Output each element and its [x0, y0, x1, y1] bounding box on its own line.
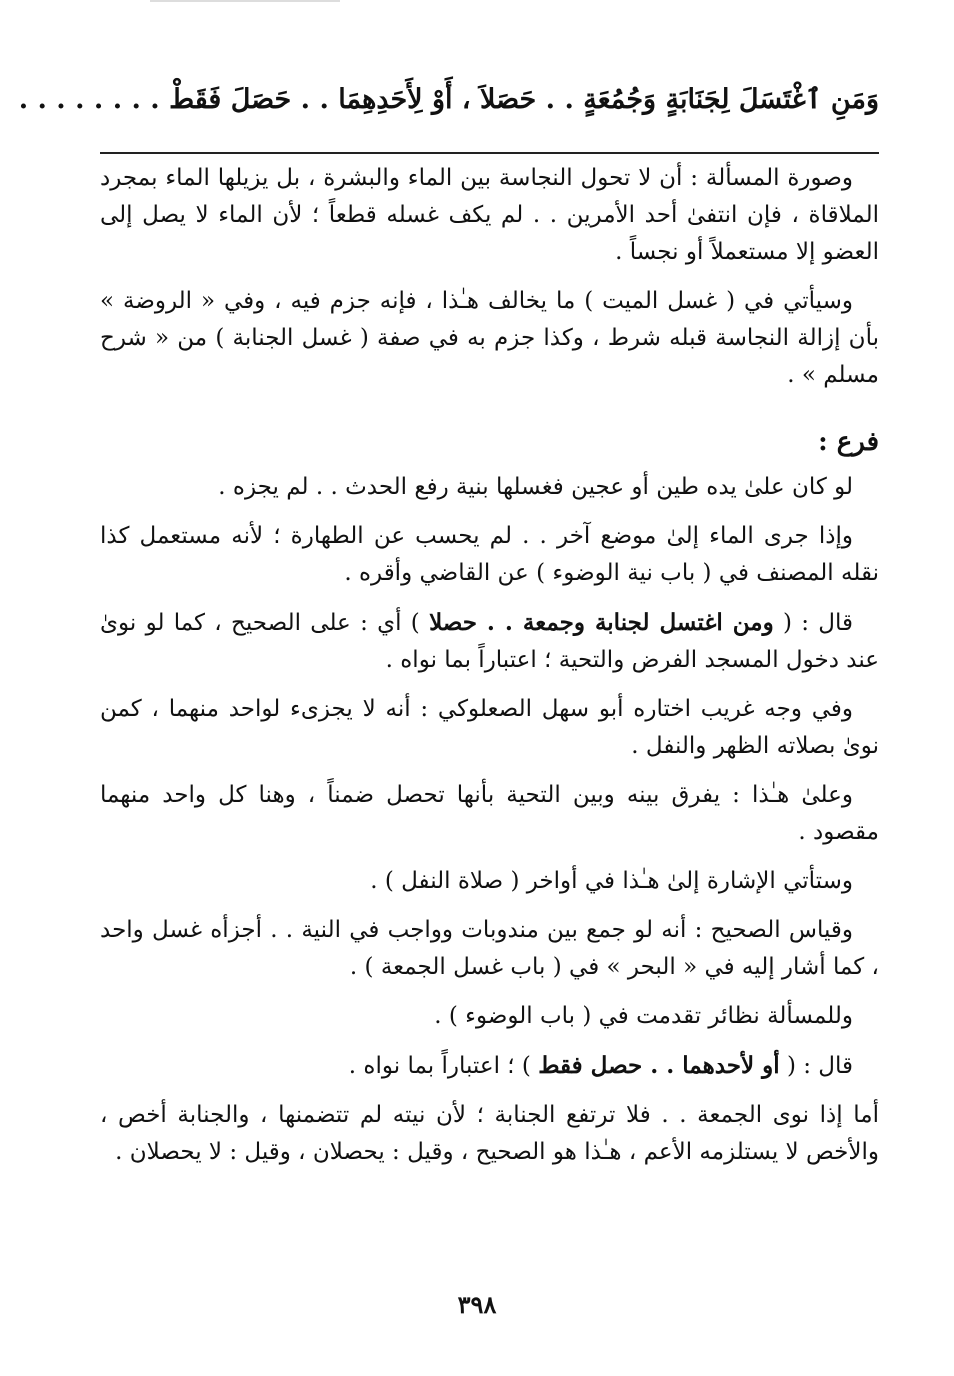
commentary-body — [100, 160, 879, 1183]
matn-line: وَمَنِ ٱغْتَسَلَ لِجَنَابَةٍ وَجُمُعَةٍ . . حَصَلاَ ، أَوْ لِأَحَدِهِمَا . . حَصَلَ فَقَطْ . . . . . . . . — [18, 84, 879, 115]
quoted-matn: أو لأحدهما . . حصل فقط — [538, 1052, 780, 1079]
qal-paragraph — [100, 1047, 879, 1085]
paragraph: لو كان علىٰ يده طين أو عجين فغسلها بنية رفع الحدث . . لم يجزه . — [218, 474, 853, 500]
paragraph: وعلىٰ هـٰذا : يفرق بينه وبين التحية بأنها تحصل ضمناً ، وهنا كل واحد منهما مقصود . — [100, 782, 879, 845]
paragraph: أما إذا نوى الجمعة . . فلا ترتفع الجنابة ؛ لأن نيته لم تتضمنها ، والجنابة أخص ، والأخص لا يستلزمه الأعم ، هـٰذا هو الصحيح ، وقيل : يحصلان ، وقيل : لا يحصلان . — [100, 1102, 879, 1165]
qal-paragraph — [100, 604, 879, 679]
paragraph: وقياس الصحيح : أنه لو جمع بين مندوبات وواجب في النية . . أجزأه غسل واحد ، كما أشار إليه في « البحر » في ( باب غسل الجمعة ) . — [100, 917, 879, 980]
qal-prefix: قال : ( — [786, 1053, 853, 1079]
paragraph: وفي وجه غريب اختاره أبو سهل الصعلوكي : أنه لا يجزىء لواحد منهما ، كمن نوىٰ بصلاته الظهر والنفل . — [100, 696, 879, 759]
qal-prefix: قال : ( — [782, 610, 853, 636]
qal-suffix: ) ؛ اعتباراً بما نواه . — [348, 1053, 531, 1079]
section-heading: فرع : — [818, 427, 879, 457]
paragraph: وإذا جرى الماء إلىٰ موضع آخر . . لم يحسب عن الطهارة ؛ لأنه مستعمل كذا نقله المصنف في ( باب نية الوضوء ) عن القاضي وأقره . — [100, 523, 879, 586]
quoted-matn: ومن اغتسل لجنابة وجمعة . . حصلا — [429, 609, 774, 636]
paragraph: وصورة المسألة : أن لا تحول النجاسة بين الماء والبشرة ، بل يزيلها الماء بمجرد الملاقاة ، فإن انتفىٰ أحد الأمرين . . لم يكف غسله قطعاً ؛ لأن الماء لا يصل إلى العضو إلا مستعملاً أو نجساً . — [100, 165, 880, 265]
scan-artifact-line — [150, 0, 340, 2]
separator-rule — [100, 152, 879, 154]
qal-suffix: ) أي : على الصحيح ، كما لو نوىٰ عند دخول المسجد الفرض والتحية ؛ اعتباراً بما نواه . — [100, 610, 879, 673]
paragraph: وسيأتي في ( غسل الميت ) ما يخالف هـٰذا ، فإنه جزم فيه ، وفي « الروضة » بأن إزالة النجاسة قبله شرط ، وكذا جزم به في صفة ( غسل الجنابة ) من « شرح مسلم » . — [100, 288, 879, 388]
paragraph: وللمسألة نظائر تقدمت في ( باب الوضوء ) . — [434, 1003, 853, 1029]
paragraph: وستأتي الإشارة إلىٰ هـٰذا في أواخر ( صلاة النفل ) . — [370, 868, 853, 894]
page-number: ٣٩٨ — [457, 1290, 497, 1319]
